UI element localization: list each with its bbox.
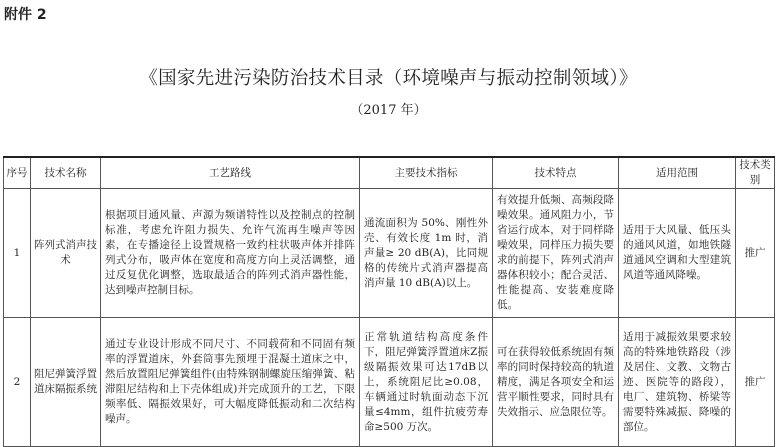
- row-name: 阵列式消声技术: [31, 189, 101, 318]
- row-category: 推广: [736, 318, 775, 447]
- header-process: 工艺路线: [101, 157, 360, 189]
- row-name: 阻尼弹簧浮置道床隔振系统: [31, 318, 101, 447]
- row-process: 根据项目通风量、声源为频谱特性以及控制点的控制标准，考虑允许阻力损失、允许气流再生噪声等因素，在专播途径上设置规格一致约柱状吸声体并排阵列式分布，吸声体在宽度和高度方向上灵活调整，通过反复优化调整，选取最适合的阵列式消声器性能，达到噪声控制目标。: [101, 189, 360, 318]
- row-features: 有效提升低频、高频段降噪效果。通风阻力小，节省运行成本，对于同样降噪效果，同样压力损失要求的前提下，阵列式消声器体积较小；配合灵活、性能提高、安装难度降低。: [493, 189, 619, 318]
- row-indicators: 正常轨道结构高度条件下，阻尼弹簧浮置道床Z振级隔振效果可达17dB以上，系统阻尼比≥0.08，车辆通过时轨面动态下沉量≤4mm，组件抗疲劳寿命≥500 万次。: [360, 318, 493, 447]
- header-features: 技术特点: [493, 157, 619, 189]
- row-scope: 适用于大风量、低压头的通风风道，如地铁隧道通风空调和大型建筑风道等通风降噪。: [619, 189, 736, 318]
- header-name: 技术名称: [31, 157, 101, 189]
- header-scope: 适用范围: [619, 157, 736, 189]
- row-category: 推广: [736, 189, 775, 318]
- table-row: [4, 318, 775, 447]
- header-indicators: 主要技术指标: [360, 157, 493, 189]
- row-no: 1: [4, 189, 31, 318]
- header-category: 技术类别: [736, 157, 775, 189]
- table-row: [4, 189, 775, 318]
- row-scope: 适用于减振效果要求较高的特殊地铁路段（涉及居住、文教、文物古迹、医院等的路段），电厂、建筑物、桥梁等需要特殊减振、降噪的部位。: [619, 318, 736, 447]
- row-indicators: 通流面积为 50%、刚性外壳、有效长度 1m 时，消声量≥ 20 dB(A)，比同规格的传统片式消声器提高消声量 10 dB(A)以上。: [360, 189, 493, 318]
- table-header-row: [4, 157, 775, 189]
- technology-table: [3, 156, 775, 447]
- row-features: 可在获得较低系统固有频率的同时保持较高的轨道精度，满足各项安全和运营平顺性要求，同时具有失效指示、应急限位等。: [493, 318, 619, 447]
- row-no: 2: [4, 318, 31, 447]
- document-year: （2017 年）: [350, 103, 427, 118]
- attachment-label: 附件 2: [4, 7, 47, 23]
- document-title: 《国家先进污染防治技术目录（环境噪声与振动控制领域）》: [139, 68, 638, 89]
- row-process: 通过专业设计形成不同尺寸、不同载荷和不同固有频率的浮置道床，外套筒事先预埋于混凝土道床之中，然后放置阻尼弹簧组件(由特殊钢制螺旋压缩弹簧、粘滞阻尼结构和上下壳体组成)并完成顶升的工艺，下限频率低、隔振效果好，可大幅度降低振动和二次结构噪声。: [101, 318, 360, 447]
- header-no: 序号: [4, 157, 31, 189]
